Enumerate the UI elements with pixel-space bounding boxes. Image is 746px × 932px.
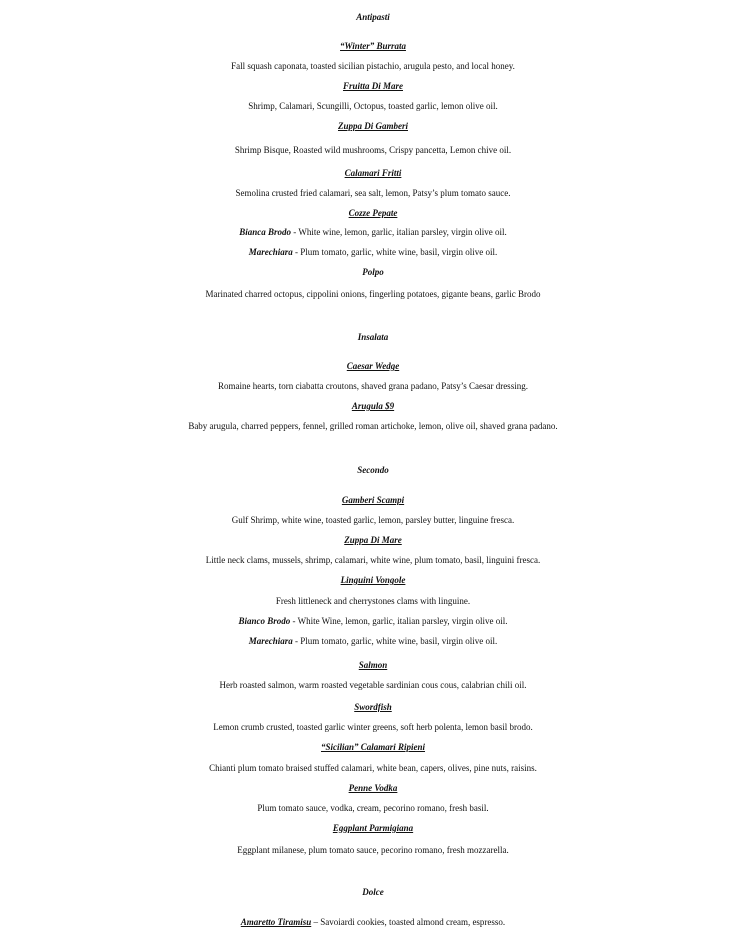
vongole-marechiara-description: - Plum tomato, garlic, white wine, basil, virgin olive oil. (292, 636, 498, 646)
calamari-fritti-description: Semolina crusted fried calamari, sea salt, lemon, Patsy’s plum tomato sauce. (235, 188, 511, 198)
cozze-bianca-brodo-label: Bianca Brodo (239, 227, 291, 237)
fruitta-di-mare-description: Shrimp, Calamari, Scungilli, Octopus, toasted garlic, lemon olive oil. (248, 101, 498, 111)
cozze-marechiara-label: Marechiara (248, 247, 293, 257)
vongole-bianco-brodo-label: Bianco Brodo (238, 616, 291, 626)
arugula-description: Baby arugula, charred peppers, fennel, grilled roman artichoke, lemon, olive oil, shaved grana padano. (188, 421, 558, 431)
cozze-bianca-brodo-line (0, 222, 746, 242)
linguini-vongole-title: Linguini Vongole (340, 575, 406, 585)
calamari-fritti-title: Calamari Fritti (344, 168, 402, 178)
amaretto-tiramisu-line (0, 912, 746, 932)
calamari-ripieni-description: Chianti plum tomato braised stuffed calamari, white bean, capers, olives, pine nuts, raisins. (209, 763, 537, 773)
polpo-description: Marinated charred octopus, cippolini onions, fingerling potatoes, gigante beans, garlic Brodo (205, 289, 541, 299)
zuppa-di-mare-description: Little neck clams, mussels, shrimp, calamari, white wine, plum tomato, basil, linguini fresca. (205, 555, 541, 565)
calamari-ripieni-title: “Sicilian” Calamari Ripieni (320, 742, 426, 752)
cozze-pepate-title: Cozze Pepate (348, 208, 398, 218)
penne-vodka-title: Penne Vodka (348, 783, 398, 793)
salmon-description: Herb roasted salmon, warm roasted vegetable sardinian cous cous, calabrian chili oil. (219, 680, 527, 690)
eggplant-parmigiana-description: Eggplant milanese, plum tomato sauce, pecorino romano, fresh mozzarella. (237, 845, 509, 855)
winter-burrata-description: Fall squash caponata, toasted sicilian pistachio, arugula pesto, and local honey. (231, 61, 515, 71)
secondo-heading: Secondo (357, 465, 389, 475)
zuppa-di-gamberi-title: Zuppa Di Gamberi (337, 121, 408, 131)
polpo-title: Polpo (362, 267, 384, 277)
swordfish-title: Swordfish (354, 702, 392, 712)
eggplant-parmigiana-title: Eggplant Parmigiana (332, 823, 414, 833)
linguini-vongole-description: Fresh littleneck and cherrystones clams with linguine. (275, 596, 471, 606)
arugula-title: Arugula $9 (351, 401, 395, 411)
insalata-heading: Insalata (357, 332, 389, 342)
cozze-marechiara-description: - Plum tomato, garlic, white wine, basil, virgin olive oil. (292, 247, 498, 257)
gamberi-scampi-description: Gulf Shrimp, white wine, toasted garlic, lemon, parsley butter, linguine fresca. (231, 515, 515, 525)
antipasti-heading: Antipasti (356, 12, 390, 22)
gamberi-scampi-title: Gamberi Scampi (341, 495, 405, 505)
cozze-marechiara-line (0, 242, 746, 262)
vongole-marechiara-line (0, 631, 746, 651)
caesar-wedge-description: Romaine hearts, torn ciabatta croutons, shaved grana padano, Patsy’s Caesar dressing. (218, 381, 528, 391)
vongole-bianco-brodo-line (0, 611, 746, 631)
swordfish-description: Lemon crumb crusted, toasted garlic winter greens, soft herb polenta, lemon basil brodo. (213, 722, 533, 732)
amaretto-tiramisu-title: Amaretto Tiramisu (240, 917, 312, 927)
vongole-marechiara-label: Marechiara (248, 636, 293, 646)
winter-burrata-title: “Winter” Burrata (340, 41, 406, 51)
caesar-wedge-title: Caesar Wedge (346, 361, 400, 371)
salmon-title: Salmon (358, 660, 388, 670)
zuppa-di-gamberi-description: Shrimp Bisque, Roasted wild mushrooms, Crispy pancetta, Lemon chive oil. (234, 145, 512, 155)
cozze-bianca-brodo-description: - White wine, lemon, garlic, italian parsley, virgin olive oil. (290, 227, 507, 237)
penne-vodka-description: Plum tomato sauce, vodka, cream, pecorino romano, fresh basil. (257, 803, 489, 813)
fruitta-di-mare-title: Fruitta Di Mare (342, 81, 403, 91)
dolce-heading: Dolce (362, 887, 384, 897)
zuppa-di-mare-title: Zuppa Di Mare (344, 535, 402, 545)
vongole-bianco-brodo-description: - White Wine, lemon, garlic, italian parsley, virgin olive oil. (290, 616, 508, 626)
amaretto-tiramisu-description: – Savoiardi cookies, toasted almond cream, espresso. (311, 917, 506, 927)
